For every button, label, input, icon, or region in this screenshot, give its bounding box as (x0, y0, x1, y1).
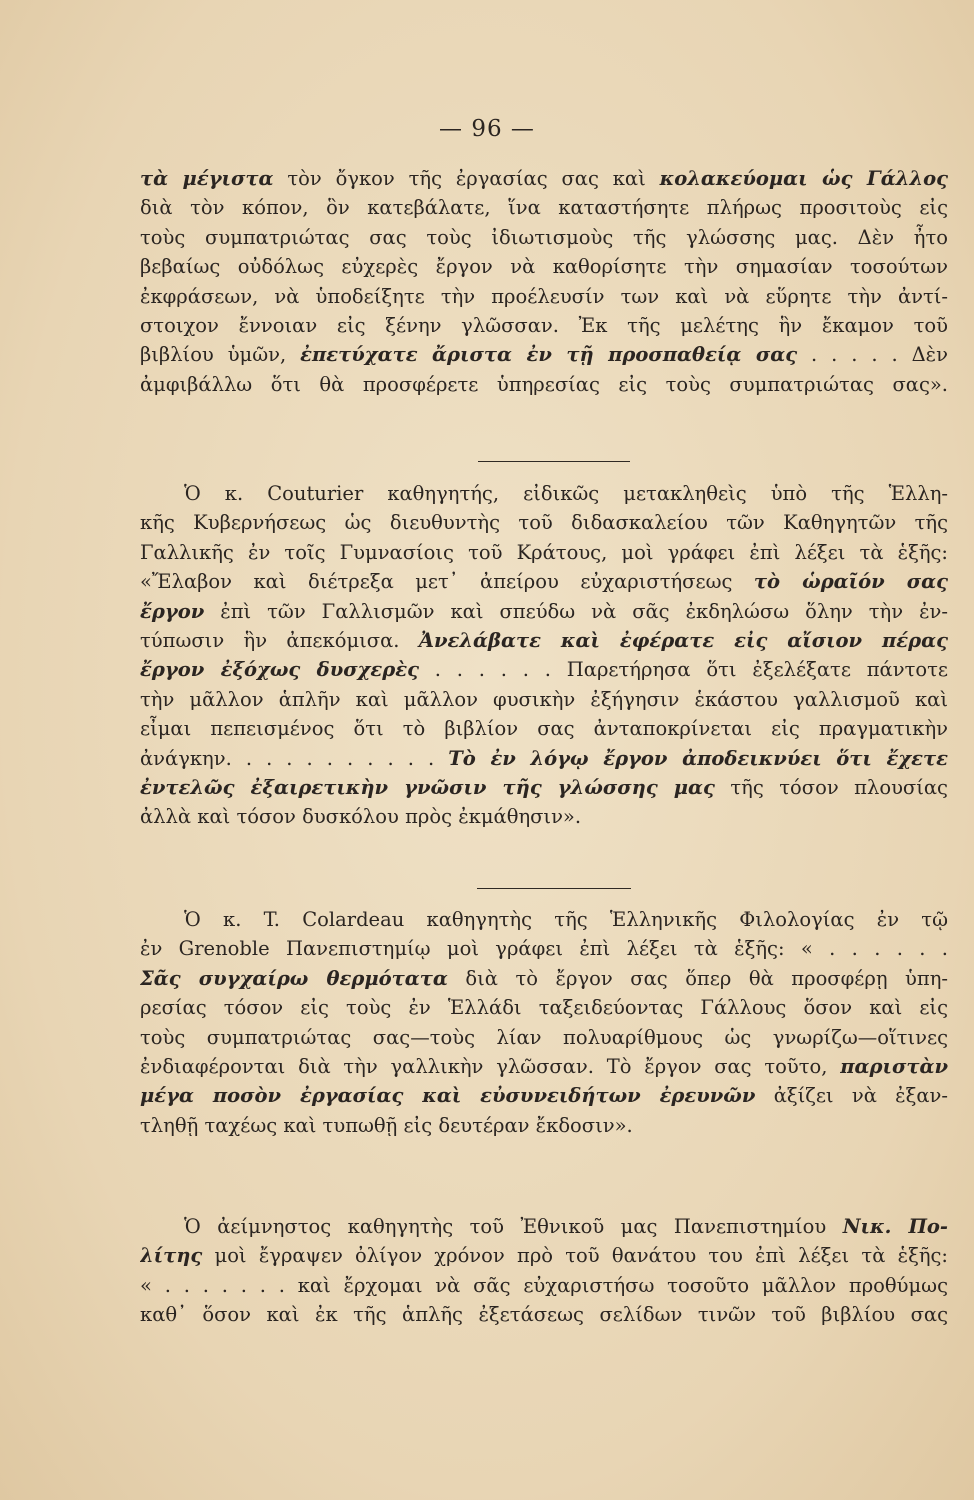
text-line (140, 1111, 948, 1140)
text-run: τύπωσιν ἣν ἀπεκόμισα. (140, 628, 419, 652)
text-run: εἶμαι πεπεισμένος ὅτι τὸ βιβλίον σας ἀνταποκρίνεται εἰς πραγματικὴν (140, 717, 948, 741)
text-run: τὴν μᾶλλον ἁπλῆν καὶ μᾶλλον φυσικὴν ἐξήγησιν ἑκάστου γαλλισμοῦ καὶ (140, 687, 948, 711)
text-line (140, 311, 948, 340)
section-divider-2 (477, 888, 631, 889)
emphasized-text: Ἀνελάβατε καὶ ἐφέρατε εἰς αἴσιον πέρας (418, 628, 948, 652)
paragraph-politis (140, 1212, 948, 1330)
text-line (140, 508, 948, 537)
paragraph-couturier (140, 479, 948, 832)
emphasized-text: ἔργον (140, 599, 205, 623)
emphasized-text: ἔργον ἐξόχως δυσχερὲς (140, 658, 419, 682)
emphasized-text: παριστὰν (840, 1054, 948, 1078)
emphasized-text: λίτης (140, 1244, 203, 1268)
text-line (140, 744, 948, 773)
text-line (140, 370, 948, 399)
emphasized-text: τὸ ὡραῖόν σας (753, 570, 948, 594)
emphasized-text: μέγα ποσὸν ἐργασίας καὶ εὐσυνειδήτων ἐρευνῶν (140, 1084, 756, 1108)
emphasized-text: Σᾶς συγχαίρω θερμότατα (140, 966, 448, 990)
text-run: ἀλλὰ καὶ τόσον δυσκόλου πρὸς ἐκμάθησιν». (140, 805, 582, 829)
text-run: ἀνάγκην. . . . . . . . . . . (140, 746, 449, 770)
text-line (140, 685, 948, 714)
text-run: ἀμφιβάλλω ὅτι θὰ προσφέρετε ὑπηρεσίας εἰς τοὺς συμπατριώτας σας». (140, 372, 948, 396)
text-run: τοὺς συμπατριώτας σας τοὺς ἰδιωτισμοὺς τῆς γλώσσης μας. Δὲν ἦτο (140, 225, 948, 249)
text-run: . . . . . Δὲν (797, 343, 948, 367)
text-run: ἐν Grenoble Πανεπιστημίῳ μοὶ γράφει ἐπὶ λέξει τὰ ἑξῆς: « . . . . . . (140, 937, 948, 961)
text-run: Ὁ κ. Couturier καθηγητής, εἰδικῶς μετακληθεὶς ὑπὸ τῆς Ἑλλη- (184, 482, 948, 505)
text-line (140, 252, 948, 281)
text-line (140, 340, 948, 369)
page-number: — 96 — (439, 116, 535, 142)
text-run: . . . . . . Παρετήρησα ὅτι ἐξελέξατε πάντοτε (418, 658, 948, 682)
text-run: τὸν ὄγκον τῆς ἐργασίας σας καὶ (273, 167, 660, 190)
text-run: ἐκφράσεων, νὰ ὑποδείξητε τὴν προέλευσίν των καὶ νὰ εὕρητε τὴν ἀντί- (140, 284, 948, 308)
text-run: Γαλλικῆς ἐν τοῖς Γυμνασίοις τοῦ Κράτους, μοὶ γράφει ἐπὶ λέξει τὰ ἑξῆς: (140, 540, 948, 564)
text-line (140, 655, 948, 684)
text-line (140, 714, 948, 743)
text-line (140, 479, 948, 508)
emphasized-text: Τὸ ἐν λόγῳ ἔργον ἀποδεικνύει ὅτι ἔχετε (448, 746, 948, 770)
text-run: τοὺς συμπατριώτας σας—τοὺς λίαν πολυαρίθμους ὡς γνωρίζω—οἵτινες (140, 1025, 948, 1049)
text-run: βεβαίως οὐδόλως εὐχερὲς ἔργον νὰ καθορίσητε τὴν σημασίαν τοσούτων (140, 255, 948, 279)
emphasized-text: ἐπετύχατε ἄριστα ἐν τῇ προσπαθείᾳ σας (300, 343, 798, 367)
text-run: ἀξίζει νὰ ἐξαν- (755, 1084, 948, 1108)
text-run: «Ἔλαβον καὶ διέτρεξα μετ᾽ ἀπείρου εὐχαριστήσεως (140, 570, 754, 594)
text-line (140, 1023, 948, 1052)
text-run: Ὁ κ. T. Colardeau καθηγητὴς τῆς Ἑλληνικῆς Φιλολογίας ἐν τῷ (184, 908, 948, 931)
text-line (140, 1052, 948, 1081)
text-run: ρεσίας τόσον εἰς τοὺς ἐν Ἑλλάδι ταξειδεύοντας Γάλλους ὅσον καὶ εἰς (140, 996, 948, 1020)
text-run: καθ᾽ ὅσον καὶ ἐκ τῆς ἁπλῆς ἐξετάσεως σελίδων τινῶν τοῦ βιβλίου σας (140, 1303, 948, 1327)
text-line (140, 1241, 948, 1270)
text-run: διὰ τὸν κόπον, ὃν κατεβάλατε, ἵνα καταστήσητε πλήρως προσιτοὺς εἰς (140, 196, 948, 220)
text-run: κῆς Κυβερνήσεως ὡς διευθυντὴς τοῦ διδασκαλείου τῶν Καθηγητῶν τῆς (140, 511, 948, 535)
text-line (140, 164, 948, 193)
text-line (140, 223, 948, 252)
text-line (140, 993, 948, 1022)
emphasized-text: ἐντελῶς ἐξαιρετικὴν γνῶσιν τῆς γλώσσης μας (140, 775, 715, 799)
emphasized-text: Νικ. Πο- (842, 1215, 948, 1238)
text-line (140, 1300, 948, 1329)
text-run: μοὶ ἔγραψεν ὀλίγον χρόνον πρὸ τοῦ θανάτου του ἐπὶ λέξει τὰ ἑξῆς: (202, 1244, 948, 1268)
text-line (140, 934, 948, 963)
text-line (140, 597, 948, 626)
text-run: στοιχον ἔννοιαν εἰς ξένην γλῶσσαν. Ἐκ τῆς μελέτης ἣν ἔκαμον τοῦ (140, 313, 948, 337)
text-run: τληθῇ ταχέως καὶ τυπωθῇ εἰς δευτέραν ἔκδοσιν». (140, 1113, 633, 1137)
text-run: ἐπὶ τῶν Γαλλισμῶν καὶ σπεύδω νὰ σᾶς ἐκδηλώσω ὅλην τὴν ἐν- (204, 599, 948, 623)
text-line (140, 1271, 948, 1300)
text-line (140, 282, 948, 311)
text-line (140, 1212, 948, 1241)
text-line (140, 905, 948, 934)
text-line (140, 773, 948, 802)
text-run: βιβλίου ὑμῶν, (140, 343, 301, 367)
text-line (140, 626, 948, 655)
paragraph-colardeau (140, 905, 948, 1140)
emphasized-text: τὰ μέγιστα (140, 167, 274, 190)
text-run: « . . . . . . . καὶ ἔρχομαι νὰ σᾶς εὐχαριστήσω τοσοῦτο μᾶλλον προθύμως (140, 1273, 948, 1297)
text-run: ἐνδιαφέρονται διὰ τὴν γαλλικὴν γλῶσσαν. Τὸ ἔργον σας τοῦτο, (140, 1054, 841, 1078)
text-run: τῆς τόσον πλουσίας (714, 775, 948, 799)
text-run: Ὁ ἀείμνηστος καθηγητὴς τοῦ Ἐθνικοῦ μας Πανεπιστημίου (184, 1215, 843, 1238)
text-line (140, 538, 948, 567)
text-line (140, 567, 948, 596)
text-line (140, 1081, 948, 1110)
text-line (140, 802, 948, 831)
text-line (140, 193, 948, 222)
text-run: διὰ τὸ ἔργον σας ὅπερ θὰ προσφέρῃ ὑπη- (447, 966, 948, 990)
paragraph-1 (140, 164, 948, 399)
emphasized-text: κολακεύομαι ὡς Γάλλος (659, 167, 948, 190)
text-line (140, 964, 948, 993)
section-divider-1 (478, 461, 630, 462)
